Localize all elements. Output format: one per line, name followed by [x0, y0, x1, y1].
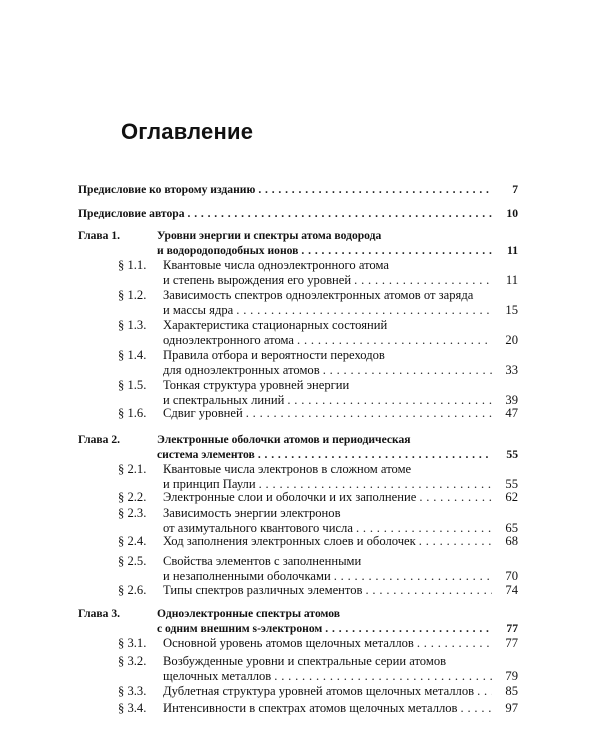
entry-title: Интенсивности в спектрах атомов щелочных металлов: [163, 701, 458, 715]
entry-title: Сдвиг уровней: [163, 406, 243, 420]
dot-leader: [258, 182, 492, 197]
entry-title: и степень вырождения его уровней: [163, 273, 352, 287]
entry-title: и массы ядра: [163, 303, 234, 317]
entry-title: Ход заполнения электронных слоев и оболочек: [163, 534, 416, 548]
entry-title: Предисловие автора: [78, 207, 185, 220]
table-of-contents: [78, 0, 518, 750]
section-number: § 1.5.: [118, 378, 147, 392]
entry-title: Предисловие ко второму изданию: [78, 183, 256, 196]
page-number: 68: [505, 534, 518, 548]
page-number: 97: [505, 701, 518, 715]
page-number: 70: [505, 569, 518, 583]
dot-leader: [477, 684, 492, 699]
section-number: § 2.4.: [118, 534, 147, 548]
entry-title: Зависимость энергии электронов: [163, 506, 341, 520]
section-number: § 1.2.: [118, 288, 147, 302]
chapter-label: Глава 1.: [78, 229, 121, 242]
section-number: § 3.2.: [118, 654, 147, 668]
page-number: 39: [505, 393, 518, 407]
section-number: § 2.6.: [118, 583, 147, 597]
page-number: 62: [505, 490, 518, 504]
section-number: § 2.1.: [118, 462, 147, 476]
entry-title: Квантовые числа электронов в сложном атоме: [163, 462, 412, 476]
entry-title: Свойства элементов с заполненными: [163, 554, 362, 568]
chapter-label: Глава 3.: [78, 607, 121, 620]
dot-leader: [297, 333, 492, 348]
dot-leader: [419, 534, 492, 549]
section-number: § 1.4.: [118, 348, 147, 362]
section-number: § 3.3.: [118, 684, 147, 698]
entry-title: Электронные оболочки атомов и периодическая: [157, 433, 411, 446]
entry-title: Характеристика стационарных состояний: [163, 318, 388, 332]
entry-title: щелочных металлов: [163, 669, 272, 683]
page-number: 33: [505, 363, 518, 377]
entry-title: и принцип Паули: [163, 477, 256, 491]
entry-title: Уровни энергии и спектры атома водорода: [157, 229, 382, 242]
section-number: § 2.3.: [118, 506, 147, 520]
entry-title: Одноэлектронные спектры атомов: [157, 607, 341, 620]
section-number: § 3.1.: [118, 636, 147, 650]
entry-title: от азимутального квантового числа: [163, 521, 353, 535]
dot-leader: [274, 669, 492, 684]
entry-title: Квантовые числа одноэлектронного атома: [163, 258, 389, 272]
page-number: 55: [506, 448, 518, 461]
page-number: 11: [507, 244, 518, 257]
dot-leader: [354, 273, 492, 288]
entry-title: Возбужденные уровни и спектральные серии атомов: [163, 654, 447, 668]
entry-title: Дублетная структура уровней атомов щелочных металлов: [163, 684, 475, 698]
dot-leader: [323, 363, 492, 378]
entry-title: Тонкая структура уровней энергии: [163, 378, 350, 392]
entry-title: система элементов: [157, 448, 255, 461]
dot-leader: [334, 569, 492, 584]
entry-title: и незаполненными оболочками: [163, 569, 331, 583]
chapter-label: Глава 2.: [78, 433, 121, 446]
page-number: 47: [505, 406, 518, 420]
dot-leader: [419, 490, 492, 505]
page-number: 7: [512, 183, 518, 196]
entry-title: Зависимость спектров одноэлектронных атомов от заряда: [163, 288, 474, 302]
entry-title: Правила отбора и вероятности переходов: [163, 348, 385, 362]
dot-leader: [325, 621, 492, 636]
page-number: 55: [505, 477, 518, 491]
page-number: 65: [505, 521, 518, 535]
dot-leader: [246, 406, 492, 421]
page-number: 77: [506, 622, 518, 635]
page-number: 11: [505, 273, 518, 287]
page-number: 15: [505, 303, 518, 317]
entry-title: Типы спектров различных элементов: [163, 583, 363, 597]
entry-title: Электронные слои и оболочки и их заполнение: [163, 490, 417, 504]
page-number: 85: [505, 684, 518, 698]
page-number: 10: [506, 207, 518, 220]
entry-title: для одноэлектронных атомов: [163, 363, 320, 377]
page-title: Оглавление: [121, 119, 254, 144]
dot-leader: [188, 206, 492, 221]
dot-leader: [365, 583, 492, 598]
section-number: § 2.2.: [118, 490, 147, 504]
entry-title: и спектральных линий: [163, 393, 285, 407]
entry-title: и водородоподобных ионов: [157, 244, 299, 257]
section-number: § 1.6.: [118, 406, 147, 420]
section-number: § 1.3.: [118, 318, 147, 332]
section-number: § 2.5.: [118, 554, 147, 568]
dot-leader: [461, 701, 492, 716]
section-number: § 3.4.: [118, 701, 147, 715]
entry-title: Основной уровень атомов щелочных металлов: [163, 636, 414, 650]
page-number: 20: [505, 333, 518, 347]
dot-leader: [258, 447, 492, 462]
page-number: 74: [505, 583, 518, 597]
dot-leader: [301, 243, 492, 258]
page-number: 77: [505, 636, 518, 650]
section-number: § 1.1.: [118, 258, 147, 272]
entry-title: с одним внешним s-электроном: [157, 622, 323, 635]
entry-title: одноэлектронного атома: [163, 333, 294, 347]
dot-leader: [236, 303, 492, 318]
page-number: 79: [505, 669, 518, 683]
dot-leader: [417, 636, 492, 651]
